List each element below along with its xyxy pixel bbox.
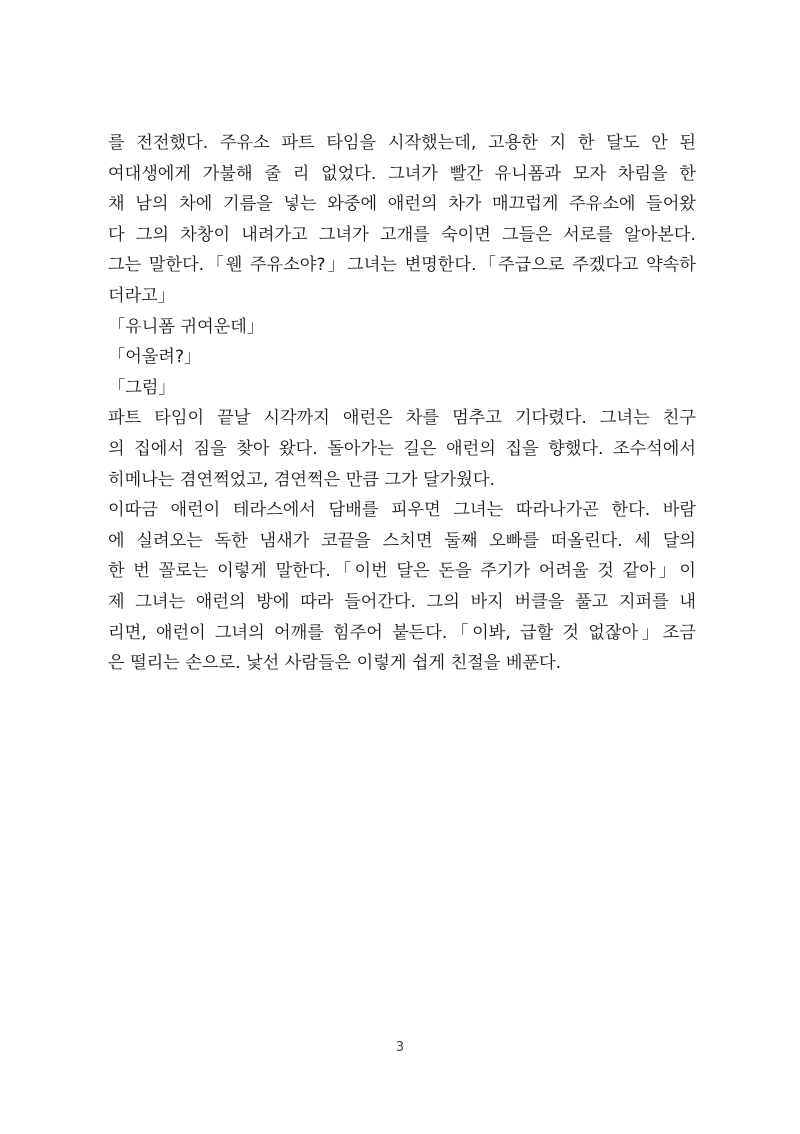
text-line: 파트 타임이 끝날 시각까지 애런은 차를 멈추고 기다렸다. 그녀는 친구: [108, 408, 696, 429]
text-line: 「유니폼 귀여운데」: [108, 316, 265, 337]
text-line: 은 떨리는 손으로. 낯선 사람들은 이렇게 쉽게 친절을 베푼다.: [108, 653, 562, 674]
text-line: 다 그의 차창이 내려가고 그녀가 고개를 숙이면 그들은 서로를 알아본다.: [108, 224, 696, 245]
text-line: 제 그녀는 애런의 방에 따라 들어간다. 그의 바지 버클을 풀고 지퍼를 내: [108, 591, 696, 612]
text-line: 리면, 애런이 그녀의 어깨를 힘주어 붙든다.「이봐, 급할 것 없잖아」조금: [108, 622, 696, 643]
text-line: 「그럼」: [108, 377, 176, 398]
document-body: [108, 128, 696, 679]
text-line: 한 번 꼴로는 이렇게 말한다.「이번 달은 돈을 주기가 어려울 것 같아」이: [108, 561, 696, 582]
text-line: 채 남의 차에 기름을 넣는 와중에 애런의 차가 매끄럽게 주유소에 들어왔: [108, 194, 696, 215]
page-number: 3: [395, 1040, 405, 1055]
text-line: 히메나는 겸연쩍었고, 겸연쩍은 만큼 그가 달가웠다.: [108, 469, 495, 490]
text-line: 의 집에서 짐을 찾아 왔다. 돌아가는 길은 애런의 집을 향했다. 조수석에서: [108, 438, 696, 459]
text-line: 에 실려오는 독한 냄새가 코끝을 스치면 둘째 오빠를 떠올린다. 세 달의: [108, 530, 696, 551]
text-line: 여대생에게 가불해 줄 리 없었다. 그녀가 빨간 유니폼과 모자 차림을 한: [108, 163, 696, 184]
text-line: 더라고」: [108, 285, 175, 306]
text-line: 를 전전했다. 주유소 파트 타임을 시작했는데, 고용한 지 한 달도 안 된: [108, 133, 696, 153]
text-line: 「어울려?」: [108, 347, 202, 368]
text-line: 그는 말한다.「웬 주유소야?」그녀는 변명한다.「주급으로 주겠다고 약속하: [108, 255, 696, 276]
text-line: 이따금 애런이 테라스에서 담배를 피우면 그녀는 따라나가곤 한다. 바람: [108, 500, 696, 521]
